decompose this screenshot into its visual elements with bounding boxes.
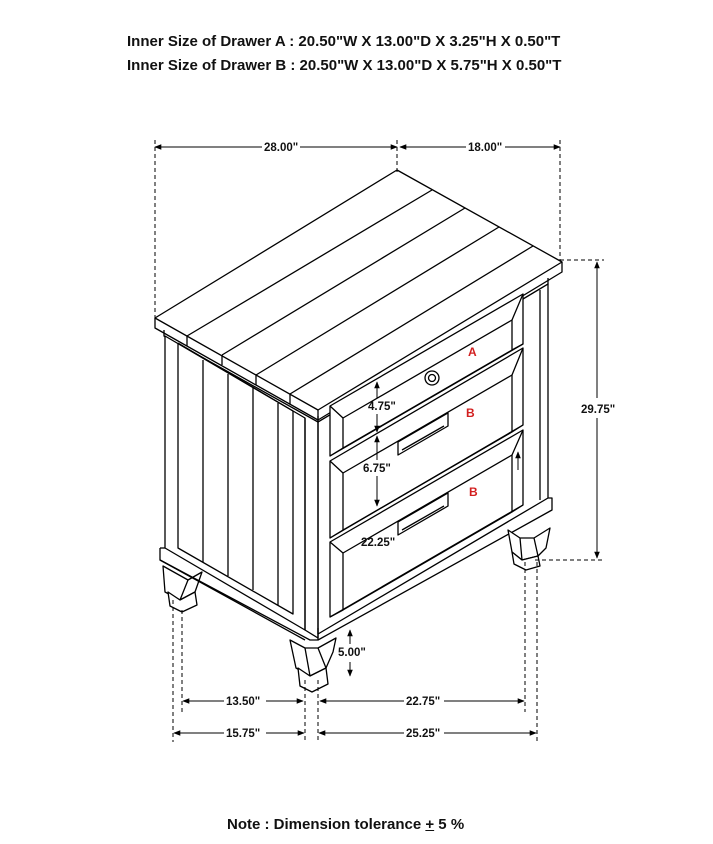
dim-front-inner: 22.75"	[406, 696, 441, 708]
leg-right	[508, 528, 550, 570]
drawer-b-size-text: Inner Size of Drawer B : 20.50"W X 13.00"D X 5.75"H X 0.50"T	[127, 57, 562, 74]
dim-drawer-b-front: 6.75"	[363, 463, 391, 475]
dim-height: 29.75"	[581, 404, 616, 416]
tolerance-note	[227, 816, 464, 833]
dim-side-outer: 15.75"	[226, 728, 261, 740]
drawer-label-a: A	[468, 345, 477, 359]
nightstand-drawing	[155, 170, 562, 692]
plus-minus-symbol: +	[425, 816, 435, 833]
dim-leg-height: 5.00"	[338, 647, 366, 659]
dim-drawer-width: 22.25"	[361, 537, 396, 549]
drawer-a-size-text: Inner Size of Drawer A : 20.50"W X 13.00"D X 3.25"H X 0.50"T	[127, 33, 561, 50]
dim-top-depth: 18.00"	[468, 142, 503, 154]
dim-side-inner: 13.50"	[226, 696, 261, 708]
leg-front	[290, 638, 336, 692]
dim-top-width: 28.00"	[264, 142, 299, 154]
dim-drawer-a-front: 4.75"	[368, 401, 396, 413]
drawer-label-b1: B	[466, 406, 475, 420]
drawer-label-b2: B	[469, 485, 478, 499]
tolerance-note-value: 5 %	[434, 816, 465, 833]
tolerance-note-prefix: Note : Dimension tolerance	[227, 816, 426, 833]
dim-front-outer: 25.25"	[406, 728, 441, 740]
